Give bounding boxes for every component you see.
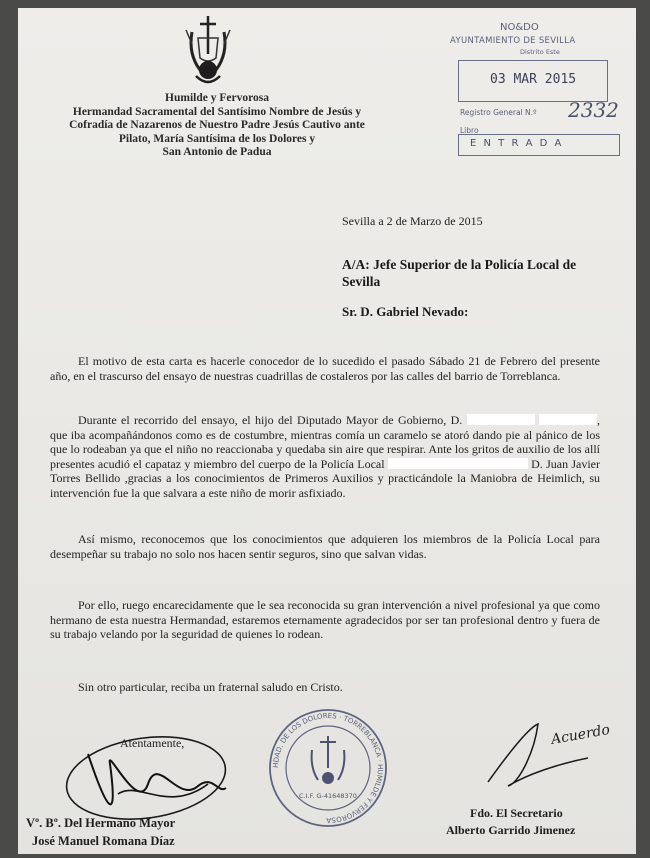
seal-center-text: C.I.F. G-41648370 <box>299 792 357 800</box>
salutation: Sr. D. Gabriel Nevado: <box>342 304 469 319</box>
right-signer-name: Alberto Garrido Jimenez <box>446 823 576 837</box>
header-line: Humilde y Fervorosa <box>165 92 269 104</box>
recipient-line: Sevilla <box>342 274 381 289</box>
brotherhood-header <box>58 92 376 160</box>
paragraph-text: Así mismo, reconocemos que los conocimientos que adquieren los miembros de la Policía Local para desempeñar su trabajo no solo nos hacen sentir seguros, sino que salvan vidas. <box>50 532 600 561</box>
header-line: Cofradía de Nazarenos de Nuestro Padre Jesús Cautivo ante <box>69 119 365 131</box>
paragraph-text: Durante el recorrido del ensayo, el hijo del Diputado Mayor de Gobierno, D. <box>78 413 463 427</box>
left-signer-name: José Manuel Romana Díaz <box>32 834 175 848</box>
header-line: Hermandad Sacramental del Santísimo Nombre de Jesús y <box>72 105 362 118</box>
letter-page <box>18 8 636 854</box>
stamp-date: 03 MAR 2015 <box>490 72 577 87</box>
handwritten-note: Acuerdo <box>549 721 612 748</box>
atentamente-label: Atentamente, <box>120 736 185 750</box>
brotherhood-seal <box>266 706 390 830</box>
left-signer-title: Vº. Bº. Del Hermano Mayor <box>26 816 176 830</box>
recipient <box>342 256 622 290</box>
stamp-header: NO&DO <box>500 22 539 33</box>
stamp-city: AYUNTAMIENTO DE SEVILLA <box>450 36 576 46</box>
paragraph-text: El motivo de esta carta es hacerle conocedor de lo sucedido el pasado Sábado 21 de Febrero del presente año, en el trascurso del ensayo de nuestras cuadrillas de costaleros por las calles del barrio de Torreblanca. <box>50 354 600 383</box>
right-signer-title: Fdo. El Secretario <box>470 806 563 820</box>
stamp-reg-label: Registro General N.º <box>460 108 537 117</box>
stamp-entrada: E N T R A D A <box>470 138 564 149</box>
paragraph-1 <box>50 354 600 383</box>
stamp-libro-label: Libro <box>460 126 479 135</box>
redaction-block <box>467 414 535 425</box>
registry-stamp <box>428 22 624 162</box>
closing-line: Sin otro particular, reciba un fraternal saludo en Cristo. <box>78 680 343 694</box>
header-line: Pilato, María Santísima de los Dolores y <box>118 132 316 145</box>
seal-ring-text: HDAD. DE LOS DOLORES · TORREBLANCA · HUMILDE Y FERVOROSA <box>271 711 385 825</box>
redaction-block <box>388 458 528 469</box>
secretario-signature <box>468 714 628 794</box>
recipient-line: A/A: Jefe Superior de la Policía Local de <box>342 257 577 272</box>
stamp-reg-number: 2332 <box>568 98 619 122</box>
stamp-district: Distrito Este <box>520 48 560 56</box>
paragraph-2 <box>50 413 600 500</box>
place-date: Sevilla a 2 de Marzo de 2015 <box>342 214 483 228</box>
paragraph-text: , que iba acompañándonos como es de costumbre, mientras comía un caramelo se atoró dando pie al pánico de los que lo rodeaban ya que el niño no reaccionaba y quedaba sin aire que respirar. Ante los gritos de auxilio de los allí presentes acudió el capataz y miembro del cuerpo de la Policía Local <box>50 413 600 471</box>
paragraph-text: Por ello, ruego encarecidamente que le sea reconocida su gran intervención a nivel profesional ya que como hermano de esta nuestra Hermandad, estaremos eternamente agradecidos por ser tan profesional dentro y fuera de su trabajo velando por la seguridad de quienes lo rodean. <box>50 598 600 641</box>
paragraph-3 <box>50 532 600 561</box>
brotherhood-crest-icon <box>178 14 238 94</box>
paragraph-text: D. Juan Javier Torres Bellido ,gracias a los conocimientos de Primeros Auxilios y practicándole la Maniobra de Heimlich, su intervención fue la que salvara a este niño de morir asfixiado. <box>50 456 600 500</box>
header-line: San Antonio de Padua <box>162 146 272 158</box>
paragraph-4 <box>50 598 600 642</box>
redaction-block <box>539 414 597 425</box>
